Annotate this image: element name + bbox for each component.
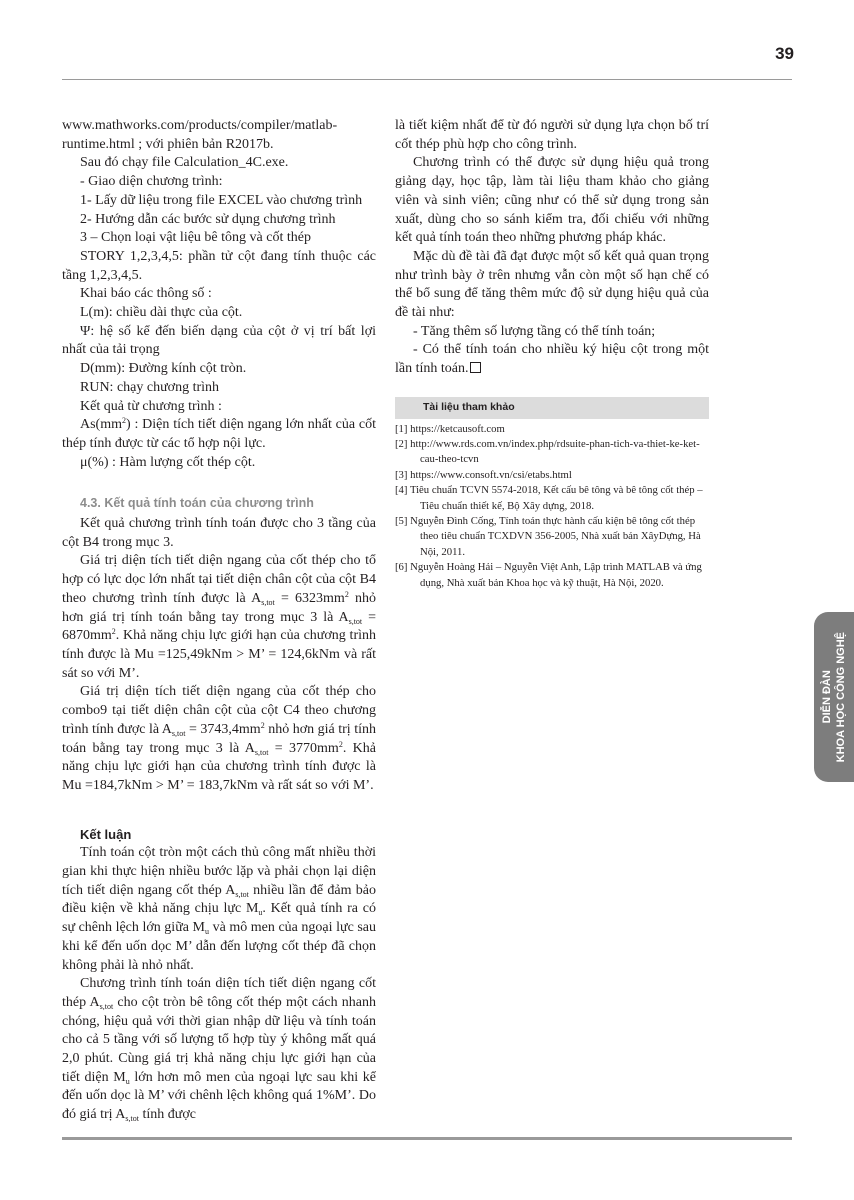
references-list [395,422,709,591]
side-tab-label: DIỄN ĐÀN KHOA HỌC CÔNG NGHỆ [821,631,847,763]
paragraph: Kết quả từ chương trình : [80,398,222,414]
paragraph: - Giao diện chương trình: [80,174,223,190]
reference-item: [1] https://ketcausoft.com [395,422,505,435]
right-column [395,117,709,591]
paragraph: Giá trị diện tích tiết diện ngang của cốt thép cho combo9 tại tiết diện chân cột của cột C4 theo chương trình tính được là $A_{s,tot} = 3743,4mm^2$ nhỏ hơn giá trị tính toán bằng tay trong mục 3 là $A_{s,tot} = 3770mm^2$. Khả năng chịu lực giới hạn của chương trình tính được là Mu =184,7kNm > M’ = 183,7kNm và rất sát so với M’. [62,684,376,793]
paragraph: 2- Hướng dẫn các bước sử dụng chương trình [80,211,336,227]
paragraph: D(mm): Đường kính cột tròn. [80,361,247,377]
paragraph: Ψ: hệ số kể đến biến dạng của cột ở vị trí bất lợi nhất của tải trọng [62,323,376,358]
paragraph: 3 – Chọn loại vật liệu bê tông và cốt thép [80,230,311,246]
paragraph: - Tăng thêm số lượng tầng có thể tính toán; [413,323,656,339]
paragraph: Giá trị diện tích tiết diện ngang của cốt thép cho tổ hợp có lực dọc lớn nhất tại tiết diện chân cột của cột B4 theo chương trình tính được là $A_{s,tot} = 6323mm^2$ nhỏ hơn giá trị tính toán bằng tay trong mục 3 là $A_{s,tot} = 6870mm^2$. Khả năng chịu lực giới hạn của chương trình tính được là Mu =125,49kNm > M’ = 124,6kNm và rất sát so với M’. [62,553,376,681]
paragraph: $As(mm^2)$ : Diện tích tiết diện ngang lớn nhất của cốt thép tính được từ các tổ hợp nội lực. [62,416,376,451]
left-column [62,117,376,1125]
paragraph: Tính toán cột tròn một cách thủ công mất nhiều thời gian khi thực hiện nhiều bước lặp và phải chọn lại diện tích tiết diện ngang cốt thép $A_{s,tot}$ nhiều lần để đảm bảo điều kiện về khả năng chịu lực $M_u$. Kết quả tính ra có sự chênh lệch lớn giữa $M_u$ và mô men của ngoại lực sau khi kể đến uốn dọc M’ dẫn đến lượng cốt thép đã chọn không phải là nhỏ nhất. [62,845,377,973]
paragraph: Mặc dù đề tài đã đạt được một số kết quả quan trọng như trình bày ở trên nhưng vẫn còn một số hạn chế có thể bổ sung để tăng thêm mức độ sử dụng hiệu quả của đề tài như: [395,248,709,321]
section-side-tab [814,612,854,782]
reference-item: [3] https://www.consoft.vn/csi/etabs.html [395,468,572,481]
reference-item: [4] Tiêu chuẩn TCVN 5574-2018, Kết cấu bê tông và bê tông cốt thép – Tiêu chuẩn thiết kế, Bộ Xây dựng, 2018. [395,484,703,512]
paragraph: Khai báo các thông số : [80,286,212,302]
paragraph: 1- Lấy dữ liệu trong file EXCEL vào chương trình [80,192,363,208]
paragraph: www.mathworks.com/products/compiler/matlab-runtime.html ; với phiên bản R2017b. [62,118,338,152]
end-mark-icon [470,362,481,373]
header-rule [62,79,792,80]
footer-rule [62,1137,792,1140]
paragraph: Chương trình có thể được sử dụng hiệu quả trong giảng dạy, học tập, làm tài liệu tham khảo cho giảng viên và sinh viên; cũng như có thể sử dụng trong sản xuất, dùng cho so sánh kiểm tra, đối chiếu với những kết quả tính toán theo những phương pháp khác. [395,155,709,246]
paragraph: L(m): chiều dài thực của cột. [80,305,243,321]
reference-item: [2] http://www.rds.com.vn/index.php/rdsuite-phan-tich-va-thiet-ke-ket-cau-theo-tcvn [395,437,700,466]
paragraph: Kết quả chương trình tính toán được cho 3 tầng của cột B4 trong mục 3. [62,516,376,550]
section-heading: 4.3. Kết quả tính toán của chương trình [80,496,314,511]
reference-item: [5] Nguyễn Đình Cống, Tính toán thực hành cấu kiện bê tông cốt thép theo tiêu chuẩn TCXDVN 356-2005, Nhà xuất bản XâyDựng, Hà Nội, 2011. [395,514,701,558]
paragraph: Chương trình tính toán diện tích tiết diện ngang cốt thép $A_{s,tot}$ cho cột tròn bê tông cốt thép một cách nhanh chóng, hiệu quả với thời gian nhập dữ liệu và tính toán cho cả 5 tầng với số lượng tổ hợp tùy ý không mất quá 2,0 phút. Cùng giá trị khả năng chịu lực giới hạn của tiết diện $M_u$ lớn hơn mô men của ngoại lực sau khi kể đến uốn dọc là M’ với chênh lệch không quá 1%M’. Do đó giá trị $A_{s,tot}$ tính được [62,976,376,1124]
paragraph: RUN: chạy chương trình [80,379,220,395]
page-number: 39 [775,44,794,63]
paragraph: - Có thể tính toán cho nhiều ký hiệu cột trong một lần tính toán. [395,342,709,377]
paragraph: là tiết kiệm nhất để từ đó người sử dụng lựa chọn bố trí cốt thép phù hợp cho công trình. [395,118,709,152]
conclusion-heading: Kết luận [80,826,132,842]
reference-item: [6] Nguyễn Hoàng Hải – Nguyễn Việt Anh, Lập trình MATLAB và ứng dụng, Nhà xuất bản Khoa học và kỹ thuật, Hà Nội, 2020. [395,561,702,589]
references [395,397,709,591]
paragraph: μ(%) : Hàm lượng cốt thép cột. [80,454,256,470]
paragraph: Sau đó chạy file Calculation_4C.exe. [80,155,289,171]
paragraph: STORY 1,2,3,4,5: phần tử cột đang tính thuộc các tầng 1,2,3,4,5. [62,248,376,283]
references-heading: Tài liệu tham khảo [395,397,709,419]
